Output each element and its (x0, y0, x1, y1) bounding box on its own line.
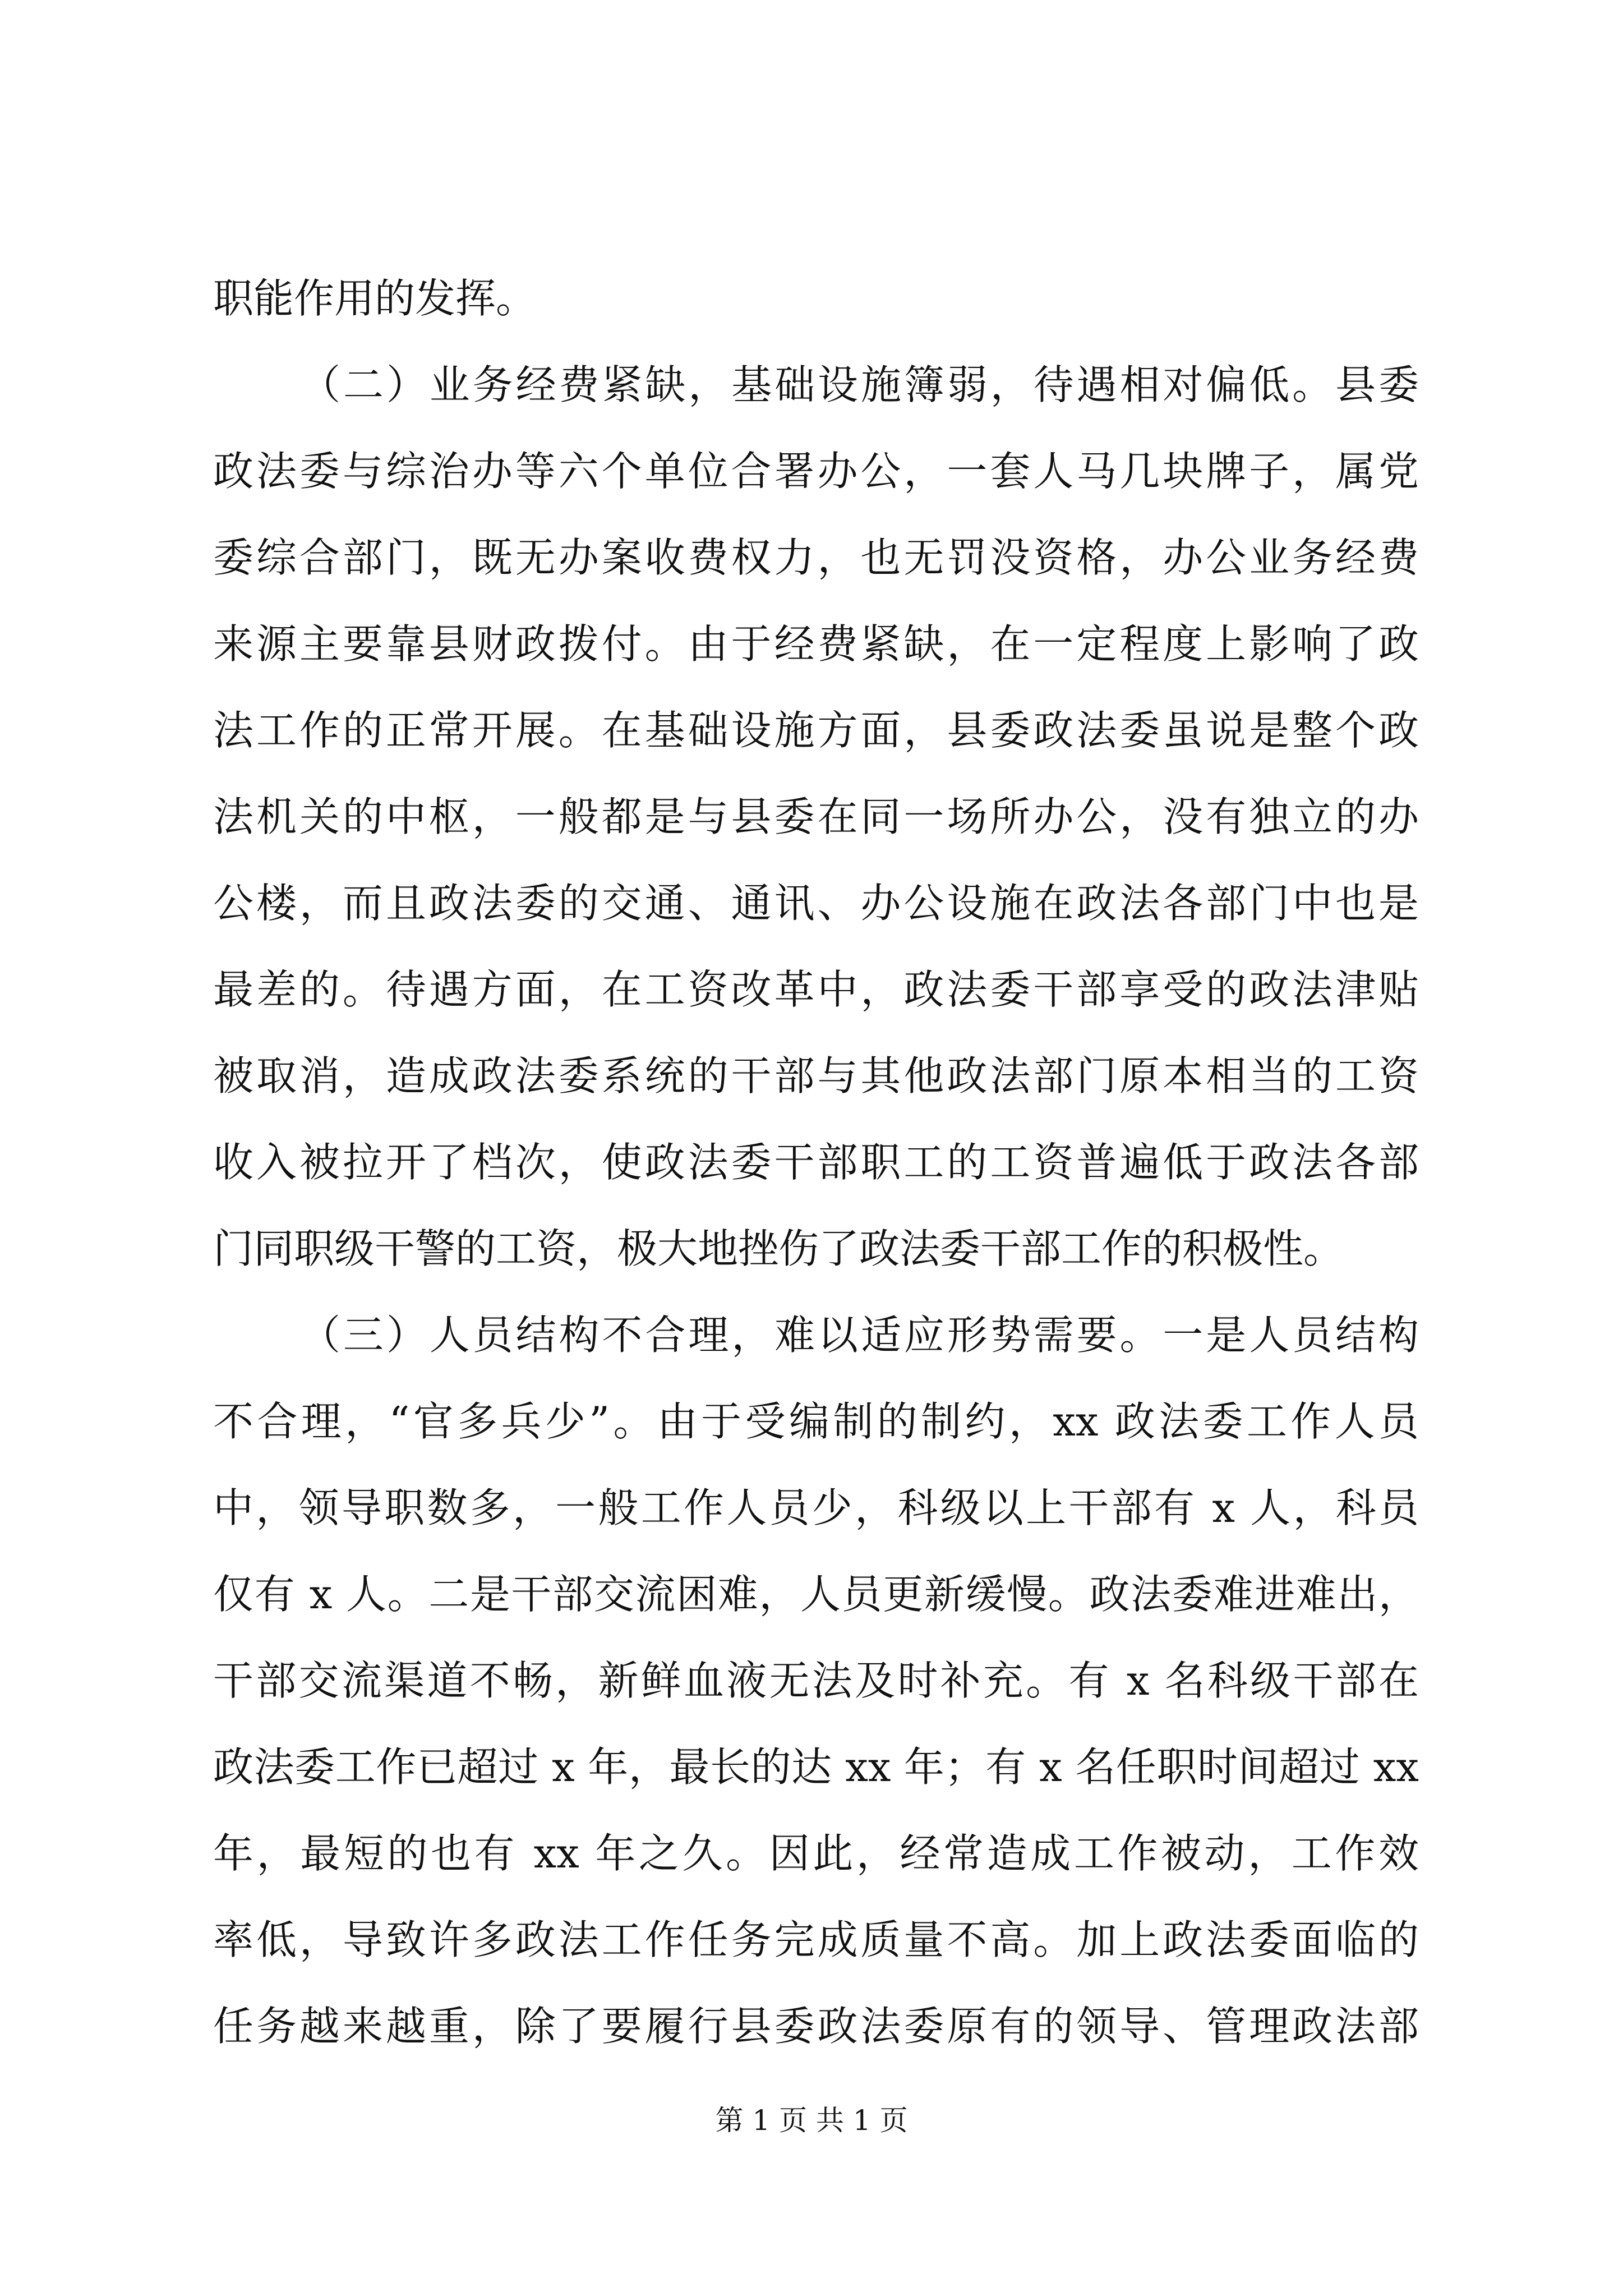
text-line: 收入被拉开了档次，使政法委干部职工的工资普遍低于政法各部 (213, 1139, 1419, 1186)
document-body (213, 255, 1419, 2069)
text-line: 法机关的中枢，一般都是与县委在同一场所办公，没有独立的办 (213, 793, 1419, 840)
text-line: 职能作用的发挥。 (213, 275, 537, 322)
text-line: （二）业务经费紧缺，基础设施簿弱，待遇相对偏低。县委 (300, 361, 1419, 408)
text-line: 年，最短的也有 xx 年之久。因此，经常造成工作被动，工作效 (213, 1830, 1419, 1877)
page-number-footer: 第 1 页 共 1 页 (715, 2104, 908, 2137)
text-line: 率低，导致许多政法工作任务完成质量不高。加上政法委面临的 (213, 1916, 1419, 1963)
text-line: 政法委工作已超过 x 年，最长的达 xx 年；有 x 名任职时间超过 xx (213, 1743, 1419, 1791)
text-line: 政法委与综治办等六个单位合署办公，一套人马几块牌子，属党 (213, 448, 1419, 495)
text-line: （三）人员结构不合理，难以适应形势需要。一是人员结构 (300, 1312, 1419, 1359)
text-line: 不合理，“官多兵少”。由于受编制的制约，xx 政法委工作人员 (213, 1398, 1419, 1445)
text-line: 公楼，而且政法委的交通、通讯、办公设施在政法各部门中也是 (213, 880, 1419, 927)
text-line: 委综合部门，既无办案收费权力，也无罚没资格，办公业务经费 (213, 534, 1419, 581)
text-line: 仅有 x 人。二是干部交流困难，人员更新缓慢。政法委难进难出， (213, 1571, 1419, 1618)
text-line: 中，领导职数多，一般工作人员少，科级以上干部有 x 人，科员 (213, 1484, 1419, 1531)
text-line: 法工作的正常开展。在基础设施方面，县委政法委虽说是整个政 (213, 707, 1419, 754)
text-line: 最差的。待遇方面，在工资改革中，政法委干部享受的政法津贴 (213, 966, 1419, 1013)
text-line: 干部交流渠道不畅，新鲜血液无法及时补充。有 x 名科级干部在 (213, 1657, 1419, 1704)
text-line: 门同职级干警的工资，极大地挫伤了政法委干部工作的积极性。 (213, 1225, 1344, 1272)
text-line: 任务越来越重，除了要履行县委政法委原有的领导、管理政法部 (213, 2003, 1419, 2050)
text-line: 来源主要靠县财政拨付。由于经费紧缺，在一定程度上影响了政 (213, 620, 1419, 668)
text-line: 被取消，造成政法委系统的干部与其他政法部门原本相当的工资 (213, 1052, 1419, 1099)
